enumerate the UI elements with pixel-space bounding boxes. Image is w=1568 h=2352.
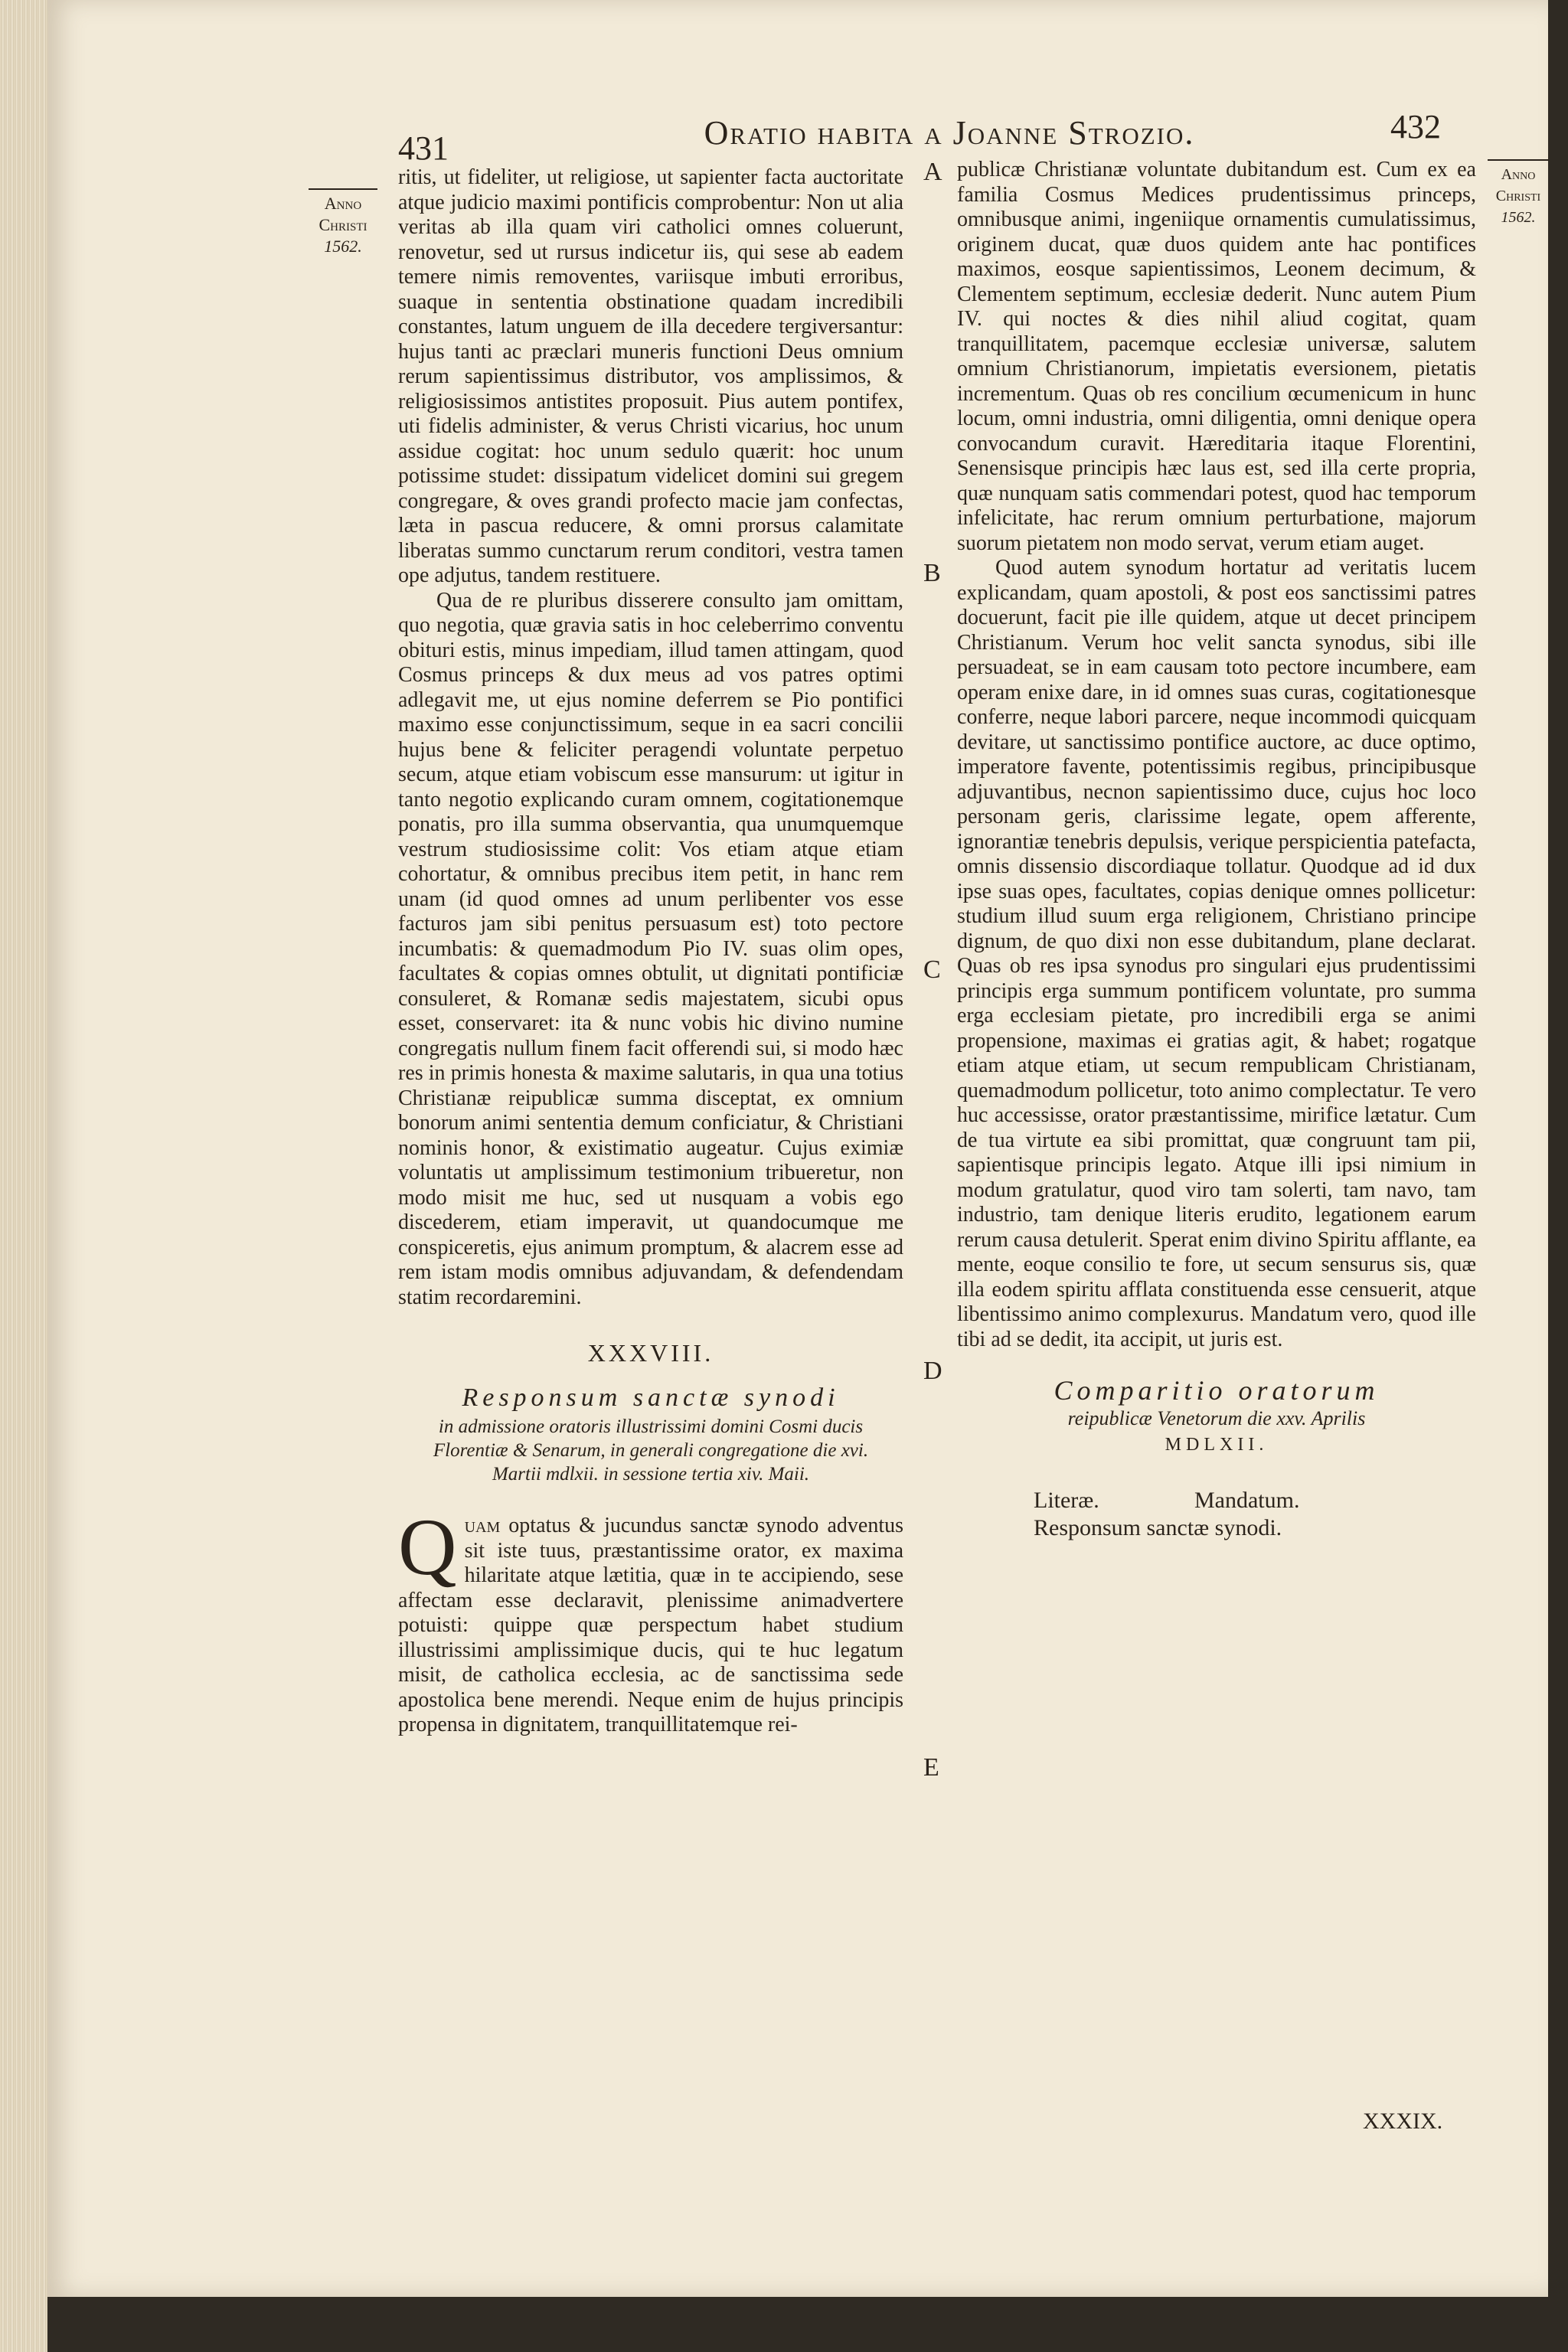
- paragraph: publicæ Christianæ voluntate dubitandum est. Cum ex ea familia Cosmus Medices prudentissimus princeps, omnibusque animi, ingeniique ornamentis cumulatissimus, originem ducat, quæ duos quidem ante hac pontifices maximos, eosque sapientissimos, Leonem decimum, & Clementem septimum, ecclesiæ dederit. Nunc autem Pium IV. qui noctes & dies nihil aliud cogitat, quam tranquillitatem, pacemque ecclesiæ universæ, salutem omnium Christianorum, impietatis eversionem, pietatis incrementum. Quas ob res concilium œcumenicum in hunc locum, omni industria, omni diligentia, omni denique opera convocandum curavit. Hæreditaria itaque Florentini, Senensisque principis hæc laus est, sed illa certe propria, quæ nunquam satis commendari potest, quod hac temporum infelicitate, hac rerum omnium perturbatione, majorum suorum pietatem non modo servat, verum etiam auget.: [957, 158, 1476, 555]
- document-list: [957, 1488, 1476, 1514]
- paragraph-dropcap: [398, 1502, 903, 1738]
- section-year: MDLXII.: [1165, 1435, 1269, 1455]
- margin-note-right: [1476, 159, 1560, 228]
- paragraph: Qua de re pluribus disserere consulto jam omittam, quo negotia, quæ gravia satis in hoc celeberrimo conventu obituri estis, minus impediam, illud tamen attingam, quod Cosmus princeps & dux meus ad vos patres optimi adlegavit me, ut ejus nomine deferrem se Pio pontifici maximo esse conjunctissimum, seque in ea sacri concilii hujus bene & feliciter peragendi voluntate perpetuo secum, atque etiam vobiscum esse mansurum: ut igitur in tanto negotio explicando curam omnem, cogitationemque ponatis, pro illa summa observantia, qua unumquemque vestrum studiosissime colit: Vos etiam atque etiam cohortatur, & omnibus precibus item petit, in hanc rem unam (id quod omnes ad unum perlibenter vos esse facturos jam sibi penitus persuasum est) toto pectore incumbatis: & quemadmodum Pio IV. suas olim opes, facultates & copias omnes obtulit, ut dignitati pontificiæ consuleret, & Romanæ sedis majestatem, sicubi opus esset, conservaret: ita & nunc vobis hic divino numine congregatis nullum finem facit offerendi sui, si modo hæc res in primis honesta & maxime salutaris, in qua una totius Christianæ reipublicæ summa disceptat, ex omnium bonorum animi sententia demum conficiatur, & Christiani nominis honor, & existimatio augeatur. Cujus eximiæ voluntatis ut amplissimum testimonium tribueretur, non modo misit me huc, sed ut nusquam a vobis ego discederem, etiam imperavit, ut quandocumque me conspiceretis, ejus animum promptum, & alacrem esse ad rem istam modis omnibus adjuvandam, & defendendam statim recordaremini.: [398, 588, 903, 1309]
- list-item-responsum: Responsum sanctæ synodi.: [1034, 1515, 1282, 1540]
- page-number-right: 432: [1390, 108, 1441, 145]
- margin-year: 1562.: [324, 237, 362, 256]
- section-title: Responsum sanctæ synodi: [462, 1383, 840, 1412]
- list-item-mandatum: Mandatum.: [1194, 1487, 1300, 1513]
- margin-christi: Christi: [1495, 188, 1541, 204]
- section-number: XXXVIII.: [587, 1339, 714, 1367]
- margin-anno: Anno: [324, 194, 362, 213]
- page-number-left: 431: [398, 129, 449, 167]
- margin-anno: Anno: [1501, 166, 1536, 183]
- lead-word: uam: [464, 1514, 501, 1537]
- section-subtitle: reipublicæ Venetorum die xxv. Aprilis: [1067, 1406, 1366, 1429]
- section-letter-e: E: [923, 1753, 939, 1782]
- section-letter-d: D: [923, 1357, 942, 1385]
- margin-rule: [309, 188, 377, 190]
- margin-christi: Christi: [318, 215, 368, 234]
- margin-year: 1562.: [1501, 209, 1536, 226]
- paragraph: ritis, ut fideliter, ut religiose, ut sapienter facta auctoritate atque judicio maximi pontificis comprobentur: Non ut alia veritas ab illa quam viri catholici omnes coluerunt, renovetur, sed ut rursus indicetur iis, qui sese ab eadem temere nimis removentes, variisque imbuti erroribus, suaque in sententia obstinatione quadam incredibili constantes, latum unguem de illa decedere tergiversantur: hujus tanti ac præclari muneris functioni Deus omnium rerum sapientissimus distributor, vos amplissimos, & religiosissimos antistites proposuit. Pius autem pontifex, uti fidelis administer, & verus Christi vicarius, hoc unum assidue cogitat: hoc unum sedulo quærit: hoc unum potissime studet: dissipatum videlicet domini sui gregem congregare, & oves grandi profecto macie jam confectas, læta in pascua reducere, & omni prorsus calamitate liberatas summo cunctarum rerum conditori, vestra tamen ope adjutus, tandem restituere.: [398, 165, 903, 587]
- section-letter-c: C: [923, 956, 941, 984]
- drop-cap: Q: [398, 1502, 457, 1592]
- section-letter-b: B: [923, 559, 941, 587]
- margin-rule: [1488, 159, 1549, 161]
- right-column: [957, 158, 1476, 1541]
- running-title: Oratio habita a Joanne Strozio.: [704, 114, 1195, 152]
- section-letter-a: A: [923, 158, 942, 186]
- book-page-edges: [0, 0, 47, 2352]
- left-column: [398, 165, 903, 1738]
- catchword: XXXIX.: [1363, 2109, 1443, 2134]
- paragraph: Quod autem synodum hortatur ad veritatis lucem explicandam, quam apostoli, & post eos sanctissimi patres docuerunt, facit pie ille quidem, atque ut decet principem Christianum. Verum hoc velit sancta synodus, sibi ille persuadeat, se in eam causam toto pectore incumbere, eam operam enixe dare, in id omnes suas curas, cogitationesque conferre, neque labori parcere, neque incommodi quicquam devitare, ut sanctissimo pontifice auctore, ac duce optimo, imperatore favente, potentissimis regibus, principibusque adjuvantibus, necnon sapientissimo duce, cujus hoc loco personam geris, clarissime legate, opem afferente, ignorantiæ tenebris depulsis, verique perspicientia patefacta, omnis dissensio discordiaque tollatur. Quodque ad id dux ipse suas opes, facultates, copias denique omnes pollicetur: studium illud suum erga religionem, Christiano principe dignum, de quo dixi non esse dubitandum, plane declarat. Quas ob res ipsa synodus pro singulari ejus prudentissimi principis erga summum pontificem voluntate, pro summa erga ecclesiam pietate, pro incredibili erga se animi propensione, maximas ei gratias agit, & habet; rogatque etiam atque etiam, ut secum rempublicam Christianam, quemadmodum pollicetur, toto animo complectatur. Te vero huc accessisse, orator præstantissime, mirifice lætatur. Cum de tua virtute ea sibi promittat, quæ congruunt tam pii, sapientisque principis legato. Atque illi ipsi nimium in modum gratulatur, quod viro tam solerti, tam navo, tam industrio, tam denique literis erudito, legationem earum rerum causa detulerit. Sperat enim divino Spiritu afflante, ea mente, eoque consilio te fore, ut secum sensurus sis, quæ illa eodem spiritu afflata constituenda esse censuerit, atque libentissimo animo complexurus. Mandatum vero, quod ille tibi ad se dedit, ita accipit, ut juris est.: [957, 556, 1476, 1351]
- paragraph-text: optatus & jucundus sanctæ synodo adventus sit iste tuus, præstantissime orator, ex maxima hilaritate atque lætitia, quæ in te accipiendo, sese affectam esse declaravit, plenissime animadvertere potuisti: quippe quæ perspectum habet studium illustrissimi amplissimique ducis, qui te huc legatum misit, de catholica ecclesia, ac de sanctissima sede apostolica bene merendi. Neque enim de hujus principis propensa in dignitatem, tranquillitatemque rei-: [398, 1514, 903, 1736]
- section-title: Comparitio oratorum: [1054, 1375, 1380, 1406]
- section-subtitle: in admissione oratoris illustrissimi domini Cosmi ducis Florentiæ & Senarum, in generali congregatione die xvi. Martii mdlxii. in sessione tertia xiv. Maii.: [433, 1416, 869, 1485]
- margin-note-left: [297, 188, 389, 257]
- list-item-literae: Literæ.: [1034, 1487, 1099, 1513]
